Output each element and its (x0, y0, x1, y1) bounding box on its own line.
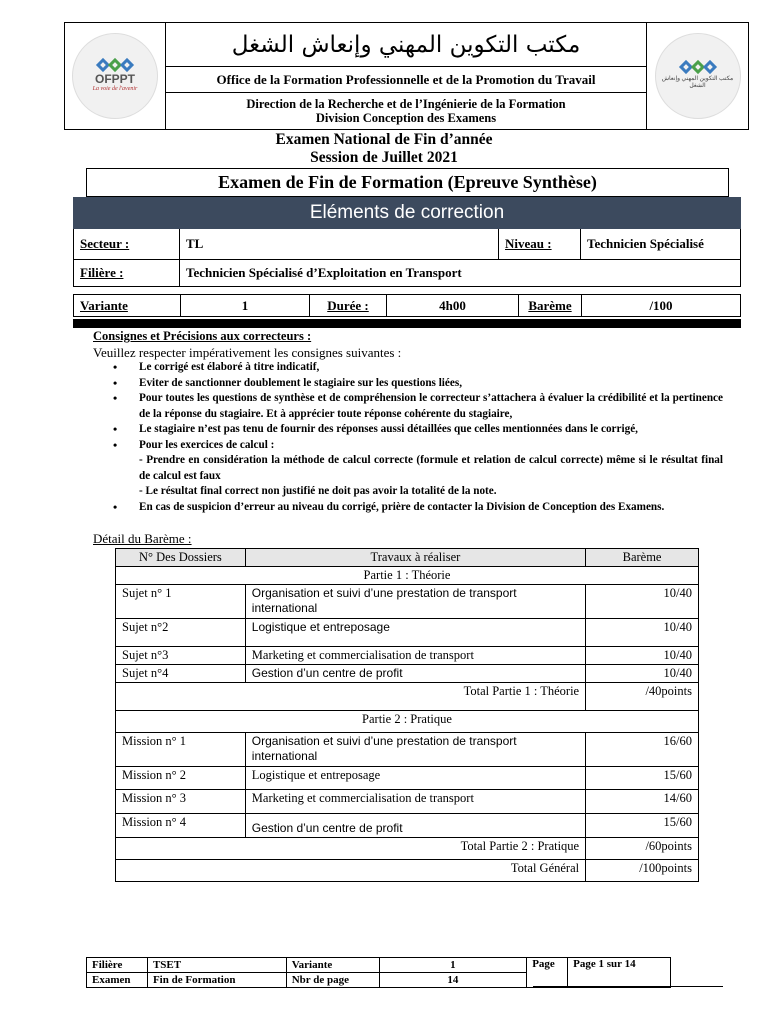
row-task: Logistique et entreposage (245, 619, 585, 647)
row-score: 15/60 (586, 814, 699, 838)
part2-total-label: Total Partie 2 : Pratique (116, 838, 586, 860)
variant-row (73, 294, 741, 317)
table-row (116, 767, 699, 790)
variante-label: Variante (74, 295, 181, 316)
row-label: Sujet n° 1 (116, 585, 246, 619)
consigne-item: • Le stagiaire n’est pas tenu de fournir des réponses aussi détaillées que celles mentionnées dans le corrigé, (113, 422, 723, 438)
consigne-item: • En cas de suspicion d’erreur au niveau du corrigé, prière de contacter la Division de Conception des Examens. (113, 500, 723, 516)
part2-title: Partie 2 : Pratique (116, 711, 699, 733)
filiere-label: Filière : (74, 260, 180, 286)
header-bareme: Barème (586, 549, 699, 567)
ofppt-logo-icon (98, 60, 132, 70)
grand-total-value: /100points (586, 860, 699, 882)
row-score: 10/40 (586, 585, 699, 619)
table-row (116, 619, 699, 647)
grand-total-label: Total Général (116, 860, 586, 882)
footer-nbr-value: 14 (379, 973, 527, 988)
variante-value: 1 (181, 295, 310, 316)
footer-examen-label: Examen (87, 973, 148, 988)
row-score: 10/40 (586, 619, 699, 647)
footer-rule (533, 986, 723, 987)
logo-left-cell (65, 23, 166, 129)
ofppt-logo-right-icon (681, 62, 715, 72)
row-label: Sujet n°2 (116, 619, 246, 647)
row-score: 10/40 (586, 647, 699, 665)
footer-examen-value: Fin de Formation (147, 973, 286, 988)
consignes-intro: Veuillez respecter impérativement les consignes suivantes : (93, 344, 402, 360)
row-task: Marketing et commercialisation de transport (245, 790, 585, 814)
row-score: 10/40 (586, 665, 699, 683)
bareme-table (115, 548, 699, 882)
direction-line-1: Direction de la Recherche et de l’Ingénierie de la Formation (246, 97, 566, 111)
exam-session: Session de Juillet 2021 (310, 149, 458, 166)
filiere-value: Technicien Spécialisé d’Exploitation en Transport (186, 265, 462, 280)
row-task: Gestion d’un centre de profit (245, 814, 585, 838)
document-header (64, 22, 749, 130)
part1-total-row (116, 683, 699, 711)
header-dossiers: N° Des Dossiers (116, 549, 246, 567)
footer-variante-value: 1 (379, 958, 527, 973)
ofppt-logo (72, 33, 158, 119)
row-label: Mission n° 1 (116, 733, 246, 767)
calc-sub-2: - Le résultat final correct non justifié ne doit pas avoir la totalité de la note. (139, 485, 497, 497)
footer-variante-label: Variante (286, 958, 379, 973)
part2-title-row (116, 711, 699, 733)
header-travaux: Travaux à réaliser (245, 549, 585, 567)
epreuve-title: Examen de Fin de Formation (Epreuve Synthèse) (86, 168, 729, 197)
table-row (116, 647, 699, 665)
part1-title: Partie 1 : Théorie (116, 567, 699, 585)
exam-national-title (0, 131, 768, 167)
direction-line-2: Division Conception des Examens (315, 111, 497, 125)
footer-filiere-label: Filière (87, 958, 148, 973)
detail-bareme-title: Détail du Barème : (93, 531, 192, 546)
row-task: Logistique et entreposage (245, 767, 585, 790)
part1-total-value: /40points (586, 683, 699, 711)
footer-table (86, 957, 671, 988)
calc-sub-1: - Prendre en considération la méthode de calcul correcte (formule et relation de calcul correcte) même si le résultat final de calcul est faux (139, 454, 723, 482)
duree-value: 4h00 (387, 295, 519, 316)
niveau-label: Niveau : (499, 229, 581, 259)
direction-block (166, 93, 646, 129)
table-row (116, 665, 699, 683)
part1-title-row (116, 567, 699, 585)
header-center (166, 23, 646, 129)
part1-total-label: Total Partie 1 : Théorie (116, 683, 586, 711)
row-score: 15/60 (586, 767, 699, 790)
consigne-item-calcul (113, 438, 723, 500)
secteur-row (73, 229, 741, 260)
part2-total-row (116, 838, 699, 860)
footer-page-value: Page 1 sur 14 (568, 958, 671, 988)
correction-banner: Eléments de correction (73, 197, 741, 229)
table-row (116, 585, 699, 619)
arabic-title: مكتب التكوين المهني وإنعاش الشغل (166, 23, 646, 67)
footer-page-label: Page (527, 958, 568, 988)
niveau-value: Technicien Spécialisé (587, 236, 704, 251)
row-label: Sujet n°4 (116, 665, 246, 683)
secteur-label: Secteur : (74, 229, 180, 259)
separator-bar (73, 319, 741, 328)
grand-total-row (116, 860, 699, 882)
logo-right-cell (646, 23, 748, 129)
ofppt-arabic-logo (655, 33, 741, 119)
row-score: 14/60 (586, 790, 699, 814)
footer-nbr-label: Nbr de page (286, 973, 379, 988)
consigne-item: • Le corrigé est élaboré à titre indicatif, (113, 360, 723, 376)
consignes-list (113, 360, 723, 515)
table-row (116, 814, 699, 838)
row-task: Gestion d’un centre de profit (245, 665, 585, 683)
consignes-title: Consignes et Précisions aux correcteurs : (93, 329, 312, 343)
table-header-row (116, 549, 699, 567)
office-title: Office de la Formation Professionnelle et de la Promotion du Travail (166, 67, 646, 93)
row-score: 16/60 (586, 733, 699, 767)
logo-left-text: OFPPT (94, 72, 135, 86)
consigne-item: • Eviter de sanctionner doublement le stagiaire sur les questions liées, (113, 376, 723, 392)
row-task: Organisation et suivi d’une prestation de transport international (245, 733, 585, 767)
footer-row-1 (87, 958, 671, 973)
row-label: Mission n° 2 (116, 767, 246, 790)
bareme-label: Barème (519, 295, 582, 316)
row-task: Organisation et suivi d’une prestation de transport international (245, 585, 585, 619)
duree-label: Durée : (310, 295, 387, 316)
calc-heading: Pour les exercices de calcul : (139, 438, 275, 451)
logo-right-arabic: مكتب التكوين المهني وإنعاش الشغل (661, 76, 734, 89)
row-label: Mission n° 3 (116, 790, 246, 814)
filiere-row (73, 260, 741, 287)
row-label: Sujet n°3 (116, 647, 246, 665)
row-task: Marketing et commercialisation de transport (245, 647, 585, 665)
table-row (116, 790, 699, 814)
secteur-value: TL (180, 229, 499, 259)
row-label: Mission n° 4 (116, 814, 246, 838)
consigne-item: • Pour toutes les questions de synthèse et de compréhension le correcteur s’attachera à évaluer la crédibilité et la pertinence de la réponse du stagiaire. Et à apprécier toute réponse cohérente du stagiaire, (113, 391, 723, 422)
footer-filiere-value: TSET (147, 958, 286, 973)
consignes-section (93, 329, 723, 515)
bareme-value: /100 (649, 297, 673, 313)
logo-left-tagline: La voie de l'avenir (92, 86, 138, 92)
part2-total-value: /60points (586, 838, 699, 860)
exam-national: Examen National de Fin d’année (275, 131, 493, 148)
table-row (116, 733, 699, 767)
